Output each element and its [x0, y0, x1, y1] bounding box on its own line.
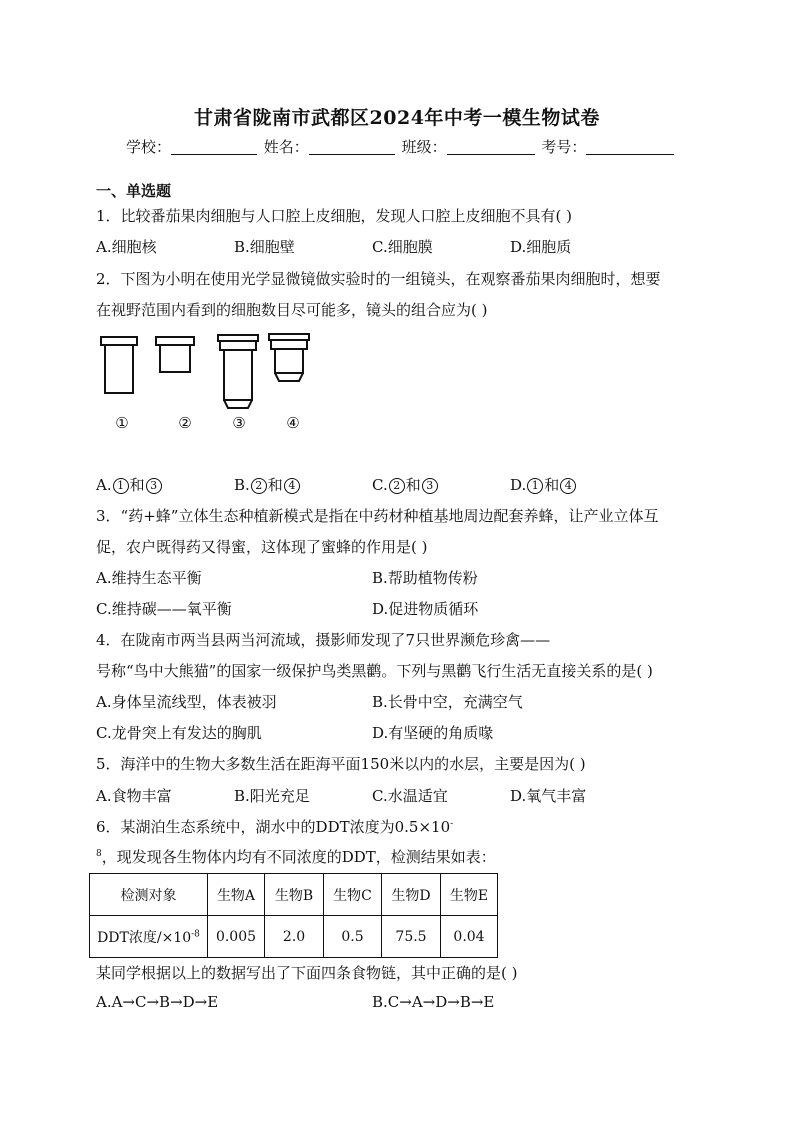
- q3-option-c: C.维持碳——氧平衡: [96, 600, 232, 618]
- q3-option-b: B.帮助植物传粉: [372, 569, 478, 587]
- question-6-after-table: 某同学根据以上的数据写出了下面四条食物链，其中正确的是( ): [96, 964, 518, 982]
- eyepiece-1: [101, 337, 137, 393]
- question-4-stem-line2: 号称“鸟中大熊猫”的国家一级保护鸟类黑鹳。下列与黑鹳飞行生活无直接关系的是( ): [96, 662, 653, 680]
- table-row-label: [90, 916, 208, 958]
- q3-option-a: A.维持生态平衡: [96, 569, 202, 587]
- table-header-cell: 生物D: [382, 874, 441, 916]
- q4-option-b: B.长骨中空，充满空气: [372, 693, 523, 711]
- objective-3: [218, 335, 258, 408]
- circled-number: 1: [527, 478, 543, 494]
- row-label-text: DDT浓度/×10: [97, 929, 192, 946]
- question-3-stem-line1: 3．“药+蜂”立体生态种植新模式是指在中药材种植基地周边配套养蜂，让产业立体互: [96, 507, 659, 525]
- figure-label-4: ④: [286, 414, 300, 432]
- question-3-stem-line2: 促，农户既得药又得蜜，这体现了蜜蜂的作用是( ): [96, 538, 428, 556]
- figure-label-3: ③: [232, 414, 246, 432]
- q4-option-d: D.有坚硬的角质喙: [372, 724, 494, 742]
- table-cell: 0.5: [324, 916, 382, 958]
- figure-label-2: ②: [178, 414, 192, 432]
- name-field[interactable]: [309, 139, 395, 155]
- option-conjunction: 和: [544, 476, 560, 494]
- class-field[interactable]: [447, 139, 535, 155]
- table-header-cell: 生物B: [265, 874, 324, 916]
- school-field[interactable]: [171, 139, 257, 155]
- table-header-cell: 生物A: [208, 874, 265, 916]
- table-row: [90, 916, 498, 958]
- question-2-stem-line2: 在视野范围内看到的细胞数目尽可能多，镜头的组合应为( ): [96, 301, 488, 319]
- q6-stem-sup: 8: [96, 849, 102, 859]
- q4-option-a: A.身体呈流线型，体表被羽: [96, 693, 277, 711]
- table-header-row: [90, 874, 498, 916]
- q3-option-d: D.促进物质循环: [372, 600, 479, 618]
- table-cell: 2.0: [265, 916, 324, 958]
- q1-option-c: C.细胞膜: [372, 238, 433, 256]
- ddt-table: [89, 873, 498, 958]
- class-label: 班级：: [401, 138, 447, 156]
- table-cell: 75.5: [382, 916, 441, 958]
- student-info-line: [126, 136, 676, 157]
- question-6-stem-line1: [96, 816, 453, 837]
- section-heading: 一、单选题: [96, 182, 172, 200]
- circled-number: 4: [560, 478, 576, 494]
- q6-stem-text: 6．某湖泊生态系统中，湖水中的DDT浓度为0.5×10: [96, 818, 451, 836]
- microscope-lens-figure: [96, 325, 336, 450]
- option-conjunction: 和: [129, 476, 145, 494]
- q1-option-b: B.细胞壁: [234, 238, 295, 256]
- option-conjunction: 和: [267, 476, 283, 494]
- option-prefix: D.: [510, 476, 527, 494]
- option-conjunction: 和: [405, 476, 421, 494]
- q2-option-d: [510, 474, 577, 495]
- circled-number: 3: [422, 478, 438, 494]
- q1-option-a: A.细胞核: [96, 238, 157, 256]
- q2-option-a: [96, 474, 163, 495]
- table-header-cell: 生物E: [441, 874, 498, 916]
- option-prefix: C.: [372, 476, 388, 494]
- question-6-stem-line2: [96, 846, 496, 867]
- q4-option-c: C.龙骨突上有发达的胸肌: [96, 724, 262, 742]
- question-4-stem-line1: 4．在陇南市两当县两当河流域，摄影师发现了7只世界濒危珍禽——: [96, 631, 551, 649]
- table-header-cell: 生物C: [324, 874, 382, 916]
- circled-number: 2: [389, 478, 405, 494]
- question-5-stem: 5．海洋中的生物大多数生活在距海平面150米以内的水层，主要是因为( ): [96, 755, 586, 773]
- circled-number: 1: [113, 478, 129, 494]
- page-title: 甘肃省陇南市武都区2024年中考一模生物试卷: [194, 107, 600, 129]
- objective-4: [269, 334, 309, 381]
- school-label: 学校：: [126, 138, 172, 156]
- option-prefix: B.: [234, 476, 250, 494]
- row-label-sup: -8: [191, 928, 200, 939]
- q5-option-b: B.阳光充足: [234, 787, 310, 805]
- q2-option-b: [234, 474, 301, 495]
- q5-option-c: C.水温适宜: [372, 787, 448, 805]
- option-prefix: A.: [96, 476, 112, 494]
- table-cell: 0.005: [208, 916, 265, 958]
- name-label: 姓名：: [263, 138, 309, 156]
- q1-option-d: D.细胞质: [510, 238, 572, 256]
- table-header-cell: 检测对象: [90, 874, 208, 916]
- q5-option-d: D.氧气丰富: [510, 787, 587, 805]
- circled-number: 3: [146, 478, 162, 494]
- q6-stem-text: ，现发现各生物体内均有不同浓度的DDT，检测结果如表：: [101, 848, 496, 866]
- number-field[interactable]: [586, 139, 674, 155]
- eyepiece-2: [156, 337, 194, 372]
- question-2-stem-line1: 2．下图为小明在使用光学显微镜做实验时的一组镜头，在观察番茄果肉细胞时，想要: [96, 270, 661, 288]
- q6-stem-sup: -: [450, 819, 454, 829]
- number-label: 考号：: [541, 138, 587, 156]
- question-1-stem: 1．比较番茄果肉细胞与人口腔上皮细胞，发现人口腔上皮细胞不具有( ): [96, 207, 573, 225]
- table-cell: 0.04: [441, 916, 498, 958]
- circled-number: 4: [284, 478, 300, 494]
- q2-option-c: [372, 474, 439, 495]
- q5-option-a: A.食物丰富: [96, 787, 172, 805]
- q6-option-b: B.C→A→D→B→E: [372, 993, 495, 1011]
- q6-option-a: A.A→C→B→D→E: [96, 993, 219, 1011]
- figure-label-1: ①: [115, 414, 129, 432]
- circled-number: 2: [251, 478, 267, 494]
